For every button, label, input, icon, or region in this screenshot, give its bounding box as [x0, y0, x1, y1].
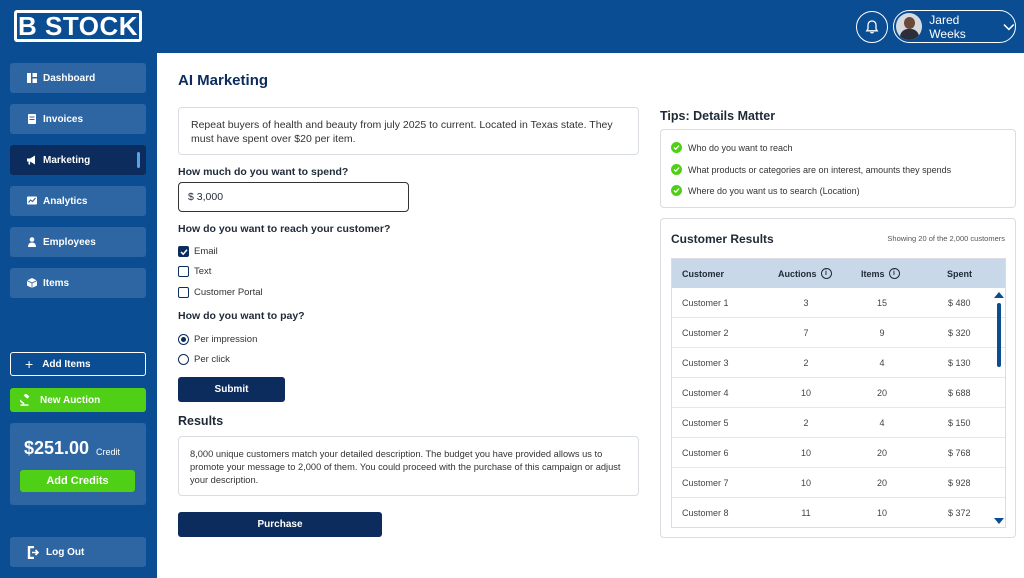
option-label: Text	[194, 266, 212, 277]
dashboard-icon	[27, 73, 37, 83]
cell-items: 20	[876, 478, 887, 488]
cell-spent: $ 130	[948, 358, 971, 368]
description-input[interactable]: Repeat buyers of health and beauty from july 2025 to current. Located in Texas state. They must have spent over $20 per item.	[178, 107, 639, 155]
tip-item	[671, 164, 951, 175]
user-name: Jared Weeks	[929, 12, 966, 41]
chevron-down-icon	[1003, 23, 1015, 31]
sidebar-item-analytics[interactable]	[10, 186, 146, 216]
results-title: Results	[178, 414, 224, 428]
per-click-radio[interactable]	[178, 354, 189, 365]
column-header-auctions: Auctions i	[778, 268, 832, 279]
new-auction-button[interactable]	[10, 388, 146, 412]
table-header	[672, 259, 1005, 288]
cell-items: 10	[876, 508, 887, 518]
results-text: 8,000 unique customers match your detailed description. The budget you have provided allows us to promote your message to 2,000 of them. You could proceed with the purchase of this campaign or adjust your description.	[178, 436, 639, 496]
check-circle-icon	[671, 185, 682, 196]
cell-items: 20	[876, 388, 887, 398]
gavel-icon	[20, 394, 32, 406]
info-icon[interactable]: i	[821, 268, 832, 279]
cell-spent: $ 928	[948, 478, 971, 488]
column-header-customer: Customer	[682, 268, 725, 279]
cell-spent: $ 480	[948, 298, 971, 308]
scroll-down-arrow-icon[interactable]	[994, 518, 1004, 524]
cell-items: 4	[879, 358, 885, 368]
box-icon	[27, 278, 37, 288]
option-label: Customer Portal	[194, 287, 263, 298]
per-impression-radio[interactable]	[178, 334, 189, 345]
sidebar-item-items[interactable]	[10, 268, 146, 298]
cell-auctions: 2	[803, 418, 809, 428]
plus-icon: +	[25, 356, 34, 372]
table-row[interactable]	[672, 318, 1005, 348]
add-credits-button[interactable]: Add Credits	[20, 470, 135, 492]
reach-question: How do you want to reach your customer?	[178, 223, 391, 235]
cell-customer: Customer 1	[682, 298, 729, 308]
table-row[interactable]	[672, 378, 1005, 408]
sidebar-item-label: Analytics	[43, 195, 88, 207]
table-row[interactable]	[672, 498, 1005, 528]
check-circle-icon	[671, 142, 682, 153]
sidebar-item-dashboard[interactable]	[10, 63, 146, 93]
sidebar	[0, 53, 157, 578]
tips-panel	[660, 129, 1016, 208]
add-items-button[interactable]	[10, 352, 146, 376]
sidebar-item-label: Dashboard	[43, 72, 96, 84]
scroll-up-arrow-icon[interactable]	[994, 292, 1004, 298]
tip-text: What products or categories are on interest, amounts they spends	[688, 164, 952, 175]
user-menu[interactable]	[893, 10, 1016, 43]
purchase-button[interactable]: Purchase	[178, 512, 382, 537]
page-title: AI Marketing	[178, 72, 269, 89]
new-auction-label: New Auction	[40, 394, 101, 406]
pay-option-per-click[interactable]	[178, 354, 230, 365]
option-label: Per click	[194, 354, 230, 365]
cell-auctions: 10	[800, 388, 811, 398]
logo-text: B STOCK	[17, 10, 139, 41]
tip-item	[671, 142, 793, 153]
add-items-label: Add Items	[42, 358, 91, 370]
cell-customer: Customer 2	[682, 328, 729, 338]
top-bar	[0, 0, 1024, 53]
sidebar-item-label: Employees	[43, 236, 96, 248]
scrollbar-thumb[interactable]	[997, 303, 1001, 367]
table-row[interactable]	[672, 408, 1005, 438]
reach-option-customer-portal[interactable]	[178, 287, 263, 298]
credit-label: Credit	[96, 447, 121, 457]
cell-customer: Customer 6	[682, 448, 729, 458]
sidebar-item-label: Items	[43, 277, 70, 289]
notifications-button[interactable]	[856, 11, 888, 43]
cell-customer: Customer 7	[682, 478, 729, 488]
cell-auctions: 2	[803, 358, 809, 368]
sidebar-item-invoices[interactable]	[10, 104, 146, 134]
cell-customer: Customer 8	[682, 508, 729, 518]
cell-spent: $ 320	[948, 328, 971, 338]
invoice-icon	[27, 114, 37, 124]
tips-title: Tips: Details Matter	[660, 109, 776, 123]
analytics-icon	[27, 196, 37, 206]
customer-results-title: Customer Results	[671, 232, 774, 246]
cell-spent: $ 688	[948, 388, 971, 398]
cell-spent: $ 150	[948, 418, 971, 428]
cell-auctions: 10	[800, 448, 811, 458]
spend-question: How much do you want to spend?	[178, 166, 349, 178]
option-label: Email	[194, 246, 218, 257]
cell-items: 4	[879, 418, 885, 428]
customer-portal-checkbox[interactable]	[178, 287, 189, 298]
table-row[interactable]	[672, 288, 1005, 318]
cell-customer: Customer 4	[682, 388, 729, 398]
credit-amount: $251.00	[24, 438, 90, 458]
logout-button[interactable]	[10, 537, 146, 567]
tip-text: Where do you want us to search (Location)	[688, 185, 860, 196]
active-indicator	[137, 152, 140, 168]
cell-items: 20	[876, 448, 887, 458]
sidebar-item-label: Invoices	[43, 113, 84, 125]
cell-auctions: 3	[803, 298, 809, 308]
megaphone-icon	[27, 155, 37, 165]
checkmark-icon	[180, 248, 188, 256]
table-row[interactable]	[672, 348, 1005, 378]
check-circle-icon	[671, 164, 682, 175]
column-header-items: Items i	[861, 268, 900, 279]
logout-label: Log Out	[46, 546, 85, 558]
cell-customer: Customer 3	[682, 358, 729, 368]
reach-option-email[interactable]	[178, 246, 218, 257]
cell-items: 15	[876, 298, 887, 308]
pay-question: How do you want to pay?	[178, 310, 305, 322]
customer-results-panel	[660, 218, 1016, 538]
sidebar-item-label: Marketing	[43, 154, 91, 166]
credit-panel	[10, 423, 146, 505]
pay-option-per-impression[interactable]	[178, 334, 257, 345]
email-checkbox[interactable]	[178, 246, 189, 257]
column-header-spent: Spent	[947, 268, 973, 279]
table-row[interactable]	[672, 468, 1005, 498]
spend-input[interactable]: $ 3,000	[178, 182, 409, 212]
cell-spent: $ 372	[948, 508, 971, 518]
table-row[interactable]	[672, 438, 1005, 468]
option-label: Per impression	[194, 334, 258, 345]
avatar	[896, 13, 922, 40]
cell-auctions: 11	[801, 508, 811, 518]
reach-option-text[interactable]	[178, 266, 211, 277]
cell-auctions: 7	[803, 328, 809, 338]
cell-spent: $ 768	[948, 448, 971, 458]
tip-text: Who do you want to reach	[688, 142, 793, 153]
sidebar-item-marketing[interactable]	[10, 145, 146, 175]
employees-icon	[27, 237, 37, 247]
table-body	[672, 288, 1005, 528]
cell-customer: Customer 5	[682, 418, 729, 428]
info-icon[interactable]: i	[889, 268, 900, 279]
cell-items: 9	[879, 328, 885, 338]
bstock-logo[interactable]	[14, 10, 142, 42]
customer-table	[671, 258, 1006, 528]
sidebar-item-employees[interactable]	[10, 227, 146, 257]
submit-button[interactable]: Submit	[178, 377, 285, 402]
logout-icon	[27, 546, 40, 559]
text-checkbox[interactable]	[178, 266, 189, 277]
bell-icon	[864, 19, 880, 35]
tip-item	[671, 185, 860, 196]
results-count: Showing 20 of the 2,000 customers	[887, 234, 1005, 243]
cell-auctions: 10	[800, 478, 811, 488]
